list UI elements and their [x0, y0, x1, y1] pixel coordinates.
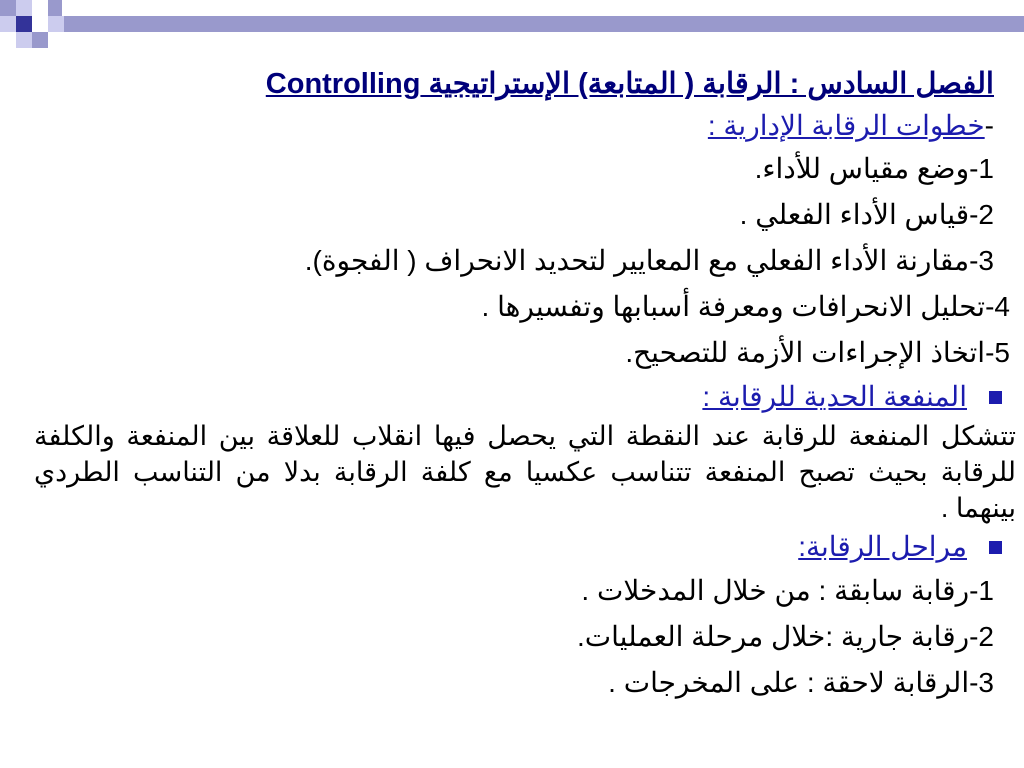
steps-heading-label: خطوات الرقابة الإدارية : [707, 110, 985, 141]
step-item-2: 2-قياس الأداء الفعلي . [739, 199, 994, 230]
bullet-square-icon [989, 391, 1002, 404]
stage-item-3: 3-الرقابة لاحقة : على المخرجات . [608, 667, 994, 698]
bullet-square-icon [989, 541, 1002, 554]
stages-heading-row [14, 526, 994, 568]
stage-item-1: 1-رقابة سابقة : من خلال المدخلات . [581, 575, 994, 606]
step-item-3: 3-مقارنة الأداء الفعلي مع المعايير لتحديد الانحراف ( الفجوة). [304, 245, 994, 276]
utility-heading: المنفعة الحدية للرقابة : [702, 381, 967, 412]
step-item-4: 4-تحليل الانحرافات ومعرفة أسبابها وتفسيرها . [481, 291, 1010, 322]
header-decoration [0, 0, 1024, 50]
utility-paragraph: تتشكل المنفعة للرقابة عند النقطة التي يحصل فيها انقلاب للعلاقة بين المنفعة والكلفة للرقابة بحيث تصبح المنفعة تتناسب عكسيا مع كلفة الرقابة بدلا من التناسب الطردي بينهما . [34, 421, 1016, 523]
steps-heading [14, 106, 994, 146]
utility-heading-row [14, 376, 994, 418]
stage-item-2: 2-رقابة جارية :خلال مرحلة العمليات. [577, 621, 994, 652]
step-item-1: 1-وضع مقياس للأداء. [754, 153, 994, 184]
step-item-5: 5-اتخاذ الإجراءات الأزمة للتصحيح. [625, 337, 1010, 368]
stages-heading: مراحل الرقابة: [798, 531, 967, 562]
slide-title: الفصل السادس : الرقابة ( المتابعة) الإستراتيجية Controlling [265, 68, 994, 100]
slide-content [14, 62, 1016, 706]
steps-heading-dash: - [984, 110, 994, 141]
